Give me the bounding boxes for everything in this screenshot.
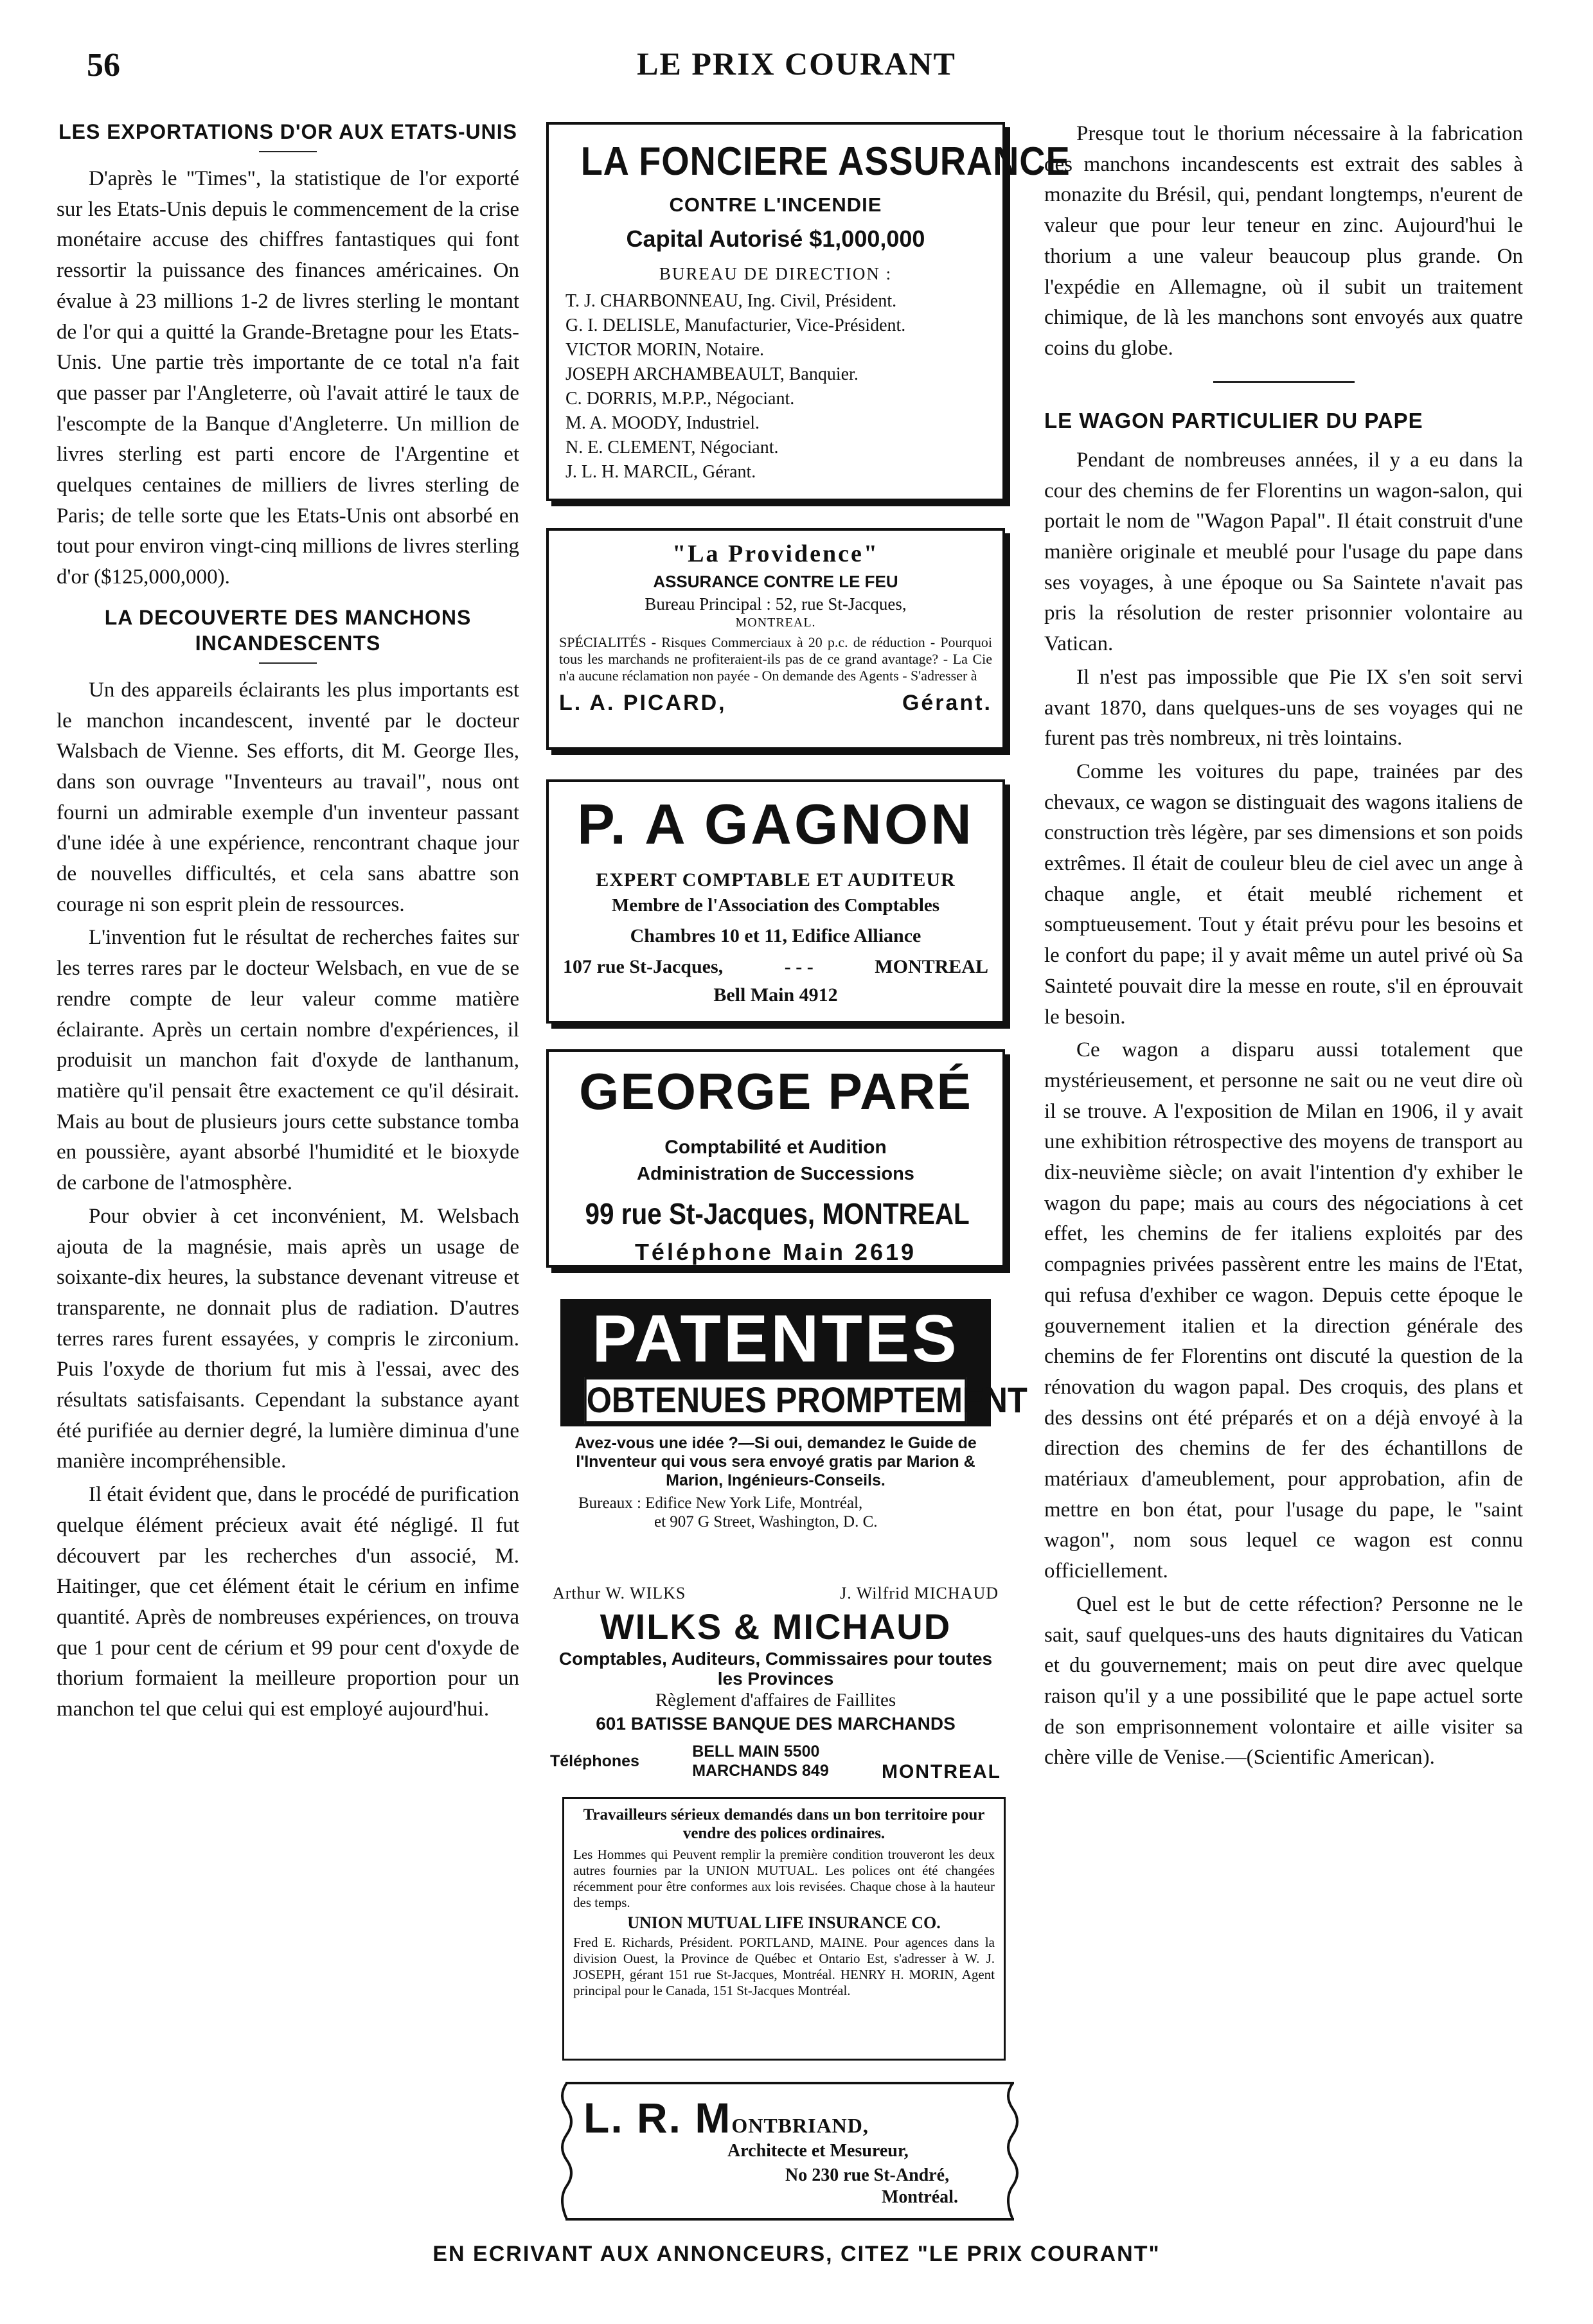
director-item: N. E. CLEMENT, Négociant. [565, 438, 779, 457]
left-column [57, 119, 519, 1728]
ad-montbriand [560, 2077, 1020, 2224]
right-column [1044, 119, 1523, 1776]
ad-subtitle: CONTRE L'INCENDIE [669, 193, 882, 216]
director-item: JOSEPH ARCHAMBEAULT, Banquier. [565, 364, 859, 384]
tel-label: Téléphones [550, 1752, 639, 1770]
article-paragraph: Comme les voitures du pape, trainées par des chevaux, ce wagon se distinguait des wagons italiens de construction très légère, par ses dimensions et son poids extrêmes. Il était de couleur bleu de ciel avec un ange à chaque angle, et était meublé richement et somptueusement. Tout y était prévu pour les besoins et le confort du pape; il y avait même un autel privé où Sa Sainteté pouvait dire la messe en route, s'il en éprouvait le besoin. [1044, 759, 1523, 1029]
director-item: M. A. MOODY, Industriel. [565, 413, 760, 433]
page-number: 56 [87, 47, 120, 84]
ad-surname: ONTBRIAND, [731, 2114, 869, 2137]
ad-city: MONTREAL [875, 956, 988, 977]
ad-line: Comptables, Auditeurs, Commissaires pour toutes les Provinces [558, 1649, 993, 1689]
ad-union-mutual [562, 1797, 1006, 2061]
page-title: LE PRIX COURANT [637, 46, 956, 82]
ad-title: P. A GAGNON [577, 792, 974, 856]
ad-signature [559, 691, 992, 716]
ad-line: Architecte et Mesureur, [727, 2141, 909, 2161]
ad-address-row [559, 956, 992, 978]
tel-numbers [692, 1742, 829, 1780]
ad-fonciere-assurance [546, 122, 1071, 501]
ad-bureaux [546, 1494, 1005, 1531]
ad-title: LA FONCIERE ASSURANCE [580, 139, 1071, 184]
article-paragraph: Il était évident que, dans le procédé de purification quelque élément précieux avait été négligé. Il fut découvert par les recherches d'un associé, M. Haitinger, que cet élément était le cérium en infime quantité. Après de nombreuses expériences, on trouva que 1 pour cent de cérium et 99 pour cent d'oxyde de thorium formaient la meilleure proportion pour un manchon tel que celui qui est employé aujourd'hui. [57, 1483, 519, 1721]
director-item: VICTOR MORIN, Notaire. [565, 340, 765, 360]
article-paragraph: D'après le "Times", la statistique de l'or exporté sur les Etats-Unis depuis le commencement de la crise monétaire accuse des chiffres fantastiques qui font ressortir la puissance des finances américaines. On évalue à 23 millions 1-2 de livres sterling le montant de l'or qui a quitté la Grande-Bretagne pour les Etats-Unis. Une partie très importante de ce total n'a fait que passer par l'Angleterre, où l'avait attiré le taux de l'escompte de la Banque d'Angleterre. Un million de livres sterling est parti encore de l'Argentine et quelques centaines de milliers de livres sterling de Paris; de telle sorte que les Etats-Unis ont absorbé en tout pour environ vingt-cinq millions de livres sterling d'or ($125,000,000). [57, 167, 519, 589]
article-paragraph: Presque tout le thorium nécessaire à la fabrication des manchons incandescents est extrait des sables à monazite du Brésil, qui, pendant longtemps, n'eurent de valeur que pour leur teneur en zinc. Aujourd'hui le thorium a une valeur beaucoup plus grande. On l'expédie en Allemagne, où il subit un traitement chimique, de là les manchons sont envoyés aux quatre coins du globe. [1044, 122, 1523, 360]
ad-line: Administration de Successions [637, 1164, 914, 1184]
article-paragraph: L'invention fut le résultat de recherches faites sur les terres rares par le docteur Welsbach, en vue de se rendre compte de leur valeur comme matière éclairante. Après un certain nombre d'expériences, il produisit un manchon fait d'oxyde de lanthanum, matière qu'il pensait être exactement ce qu'il désirait. Mais au bout de plusieurs jours cette substance tomba en poussière, ayant absorbé l'humidité et le bioxyde de carbone de l'atmosphère. [57, 926, 519, 1195]
partner-1: Arthur W. WILKS [553, 1584, 686, 1602]
article-heading-wagon: LE WAGON PARTICULIER DU PAPE [1044, 408, 1423, 432]
ad-capital: Capital Autorisé $1,000,000 [626, 226, 925, 252]
article-heading-exportations: LES EXPORTATIONS D'OR AUX ETATS-UNIS [58, 120, 517, 143]
heading-rule [259, 151, 317, 152]
director-item: T. J. CHARBONNEAU, Ing. Civil, Président. [565, 291, 897, 311]
ad-title: GEORGE PARÉ [579, 1063, 972, 1120]
director-list [559, 289, 992, 484]
heading-rule [259, 662, 317, 664]
article-paragraph: Ce wagon a disparu aussi totalement que mystérieusement, et personne ne sait ou ne veut dire où il se trouve. A l'exposition de Milan en 1906, il y avait une exhibition rétrospective des moyens de transport au dix-neuvième siècle; on avait l'intention d'y exhiber le wagon du pape; mais au cours des négociations à cet effet, les chemins de fer italiens exploités par des compagnies privées passèrent entre les mains de l'Etat, qui refusa d'exhiber ce wagon. Depuis cette époque le gouvernement italien et la direction générale des chemins de fer Florentins ont discuté la question de la rénovation du wagon papal. Des croquis, des plans et des dessins ont été préparés et on a déjà envoyé à la direction des chemins de fer des échantillons de matériaux d'ameublement, pour approbation, afin de mettre en bon état, pour l'usage du pape, le "saint wagon", nom sous lequel ce wagon est connu officiellement. [1044, 1038, 1523, 1583]
ad-city: MONTREAL. [735, 616, 816, 630]
director-item: J. L. H. MARCIL, Gérant. [565, 462, 756, 482]
ad-line: Règlement d'affaires de Faillites [655, 1690, 896, 1710]
director-item: C. DORRIS, M.P.P., Négociant. [565, 389, 795, 409]
ad-address: 99 rue St-Jacques, MONTREAL [585, 1197, 970, 1230]
section-rule [1213, 381, 1355, 383]
ad-la-providence [546, 528, 1005, 750]
ad-agent: L. A. PICARD, [559, 691, 727, 715]
ad-subtitle: ASSURANCE CONTRE LE FEU [653, 572, 898, 591]
ad-dashes: - - - [784, 956, 814, 977]
ad-line: Chambres 10 et 11, Edifice Alliance [630, 925, 921, 946]
ad-title: "La Providence" [672, 540, 879, 567]
ad-patentes [546, 1299, 1028, 1530]
ad-phone: Bell Main 4912 [713, 984, 838, 1006]
ad-city: MONTREAL [882, 1761, 1001, 1782]
ad-telephones [546, 1739, 1005, 1783]
article-heading-manchons: LA DECOUVERTE DES MANCHONS INCANDESCENTS [104, 605, 472, 655]
page-footer: EN ECRIVANT AUX ANNONCEURS, CITEZ "LE PRIX COURANT" [432, 2242, 1161, 2266]
ad-city: Montréal. [882, 2187, 958, 2207]
ad-company: UNION MUTUAL LIFE INSURANCE CO. [627, 1913, 941, 1932]
tel-2: MARCHANDS 849 [692, 1762, 829, 1780]
article-paragraph: Pendant de nombreuses années, il y a eu dans la cour des chemins de fer Florentins un wagon-salon, qui portait le nom de "Wagon Papal". Il était construit d'une manière originale et meublé pour l'usage du pape dans ses voyages, à une époque ou Sa Saintete n'avait pas pris la résolution de rester prisonnier volontaire au Vatican. [1044, 448, 1523, 656]
partner-2: J. Wilfrid MICHAUD [840, 1584, 999, 1602]
bureau-1: Edifice New York Life, Montréal, [645, 1494, 863, 1512]
ad-gagnon [546, 779, 1005, 1024]
ad-george-pare [546, 1049, 1005, 1268]
ad-title: WILKS & MICHAUD [600, 1606, 952, 1647]
ad-wilks-michaud [546, 1584, 1005, 1789]
article-paragraph: Il n'est pas impossible que Pie IX s'en soit servi avant 1870, dans quelques-uns de ses voyages qui ne furent pas très nombreux, ni très lointains. [1044, 665, 1523, 750]
ad-specialites: SPÉCIALITÉS - Risques Commerciaux à 20 p.c. de réduction - Pourquoi tous les marchands ne profiteraient-ils pas de ce grand avantage? - La Cie n'a aucune réclamation non payée - On demande des Agents - S'adresser à [559, 634, 992, 684]
ad-role: Gérant. [902, 691, 992, 715]
article-paragraph: Pour obvier à cet inconvénient, M. Welsbach ajouta de la magnésie, mais après un usage de soixante-dix heures, la substance devenant vitreuse et transparente, ne donnait plus de radiation. D'autres terres rares furent essayées, y compris le zirconium. Puis l'oxyde de thorium fut mis à l'essai, avec des résultats satisfaisants. Cependant la substance ayant été purifiée au dernier degré, la lumière diminua d'une manière incompréhensible. [57, 1204, 519, 1473]
ad-phone: Téléphone Main 2619 [634, 1239, 917, 1265]
ad-line: EXPERT COMPTABLE ET AUDITEUR [596, 869, 956, 891]
ad-line: Avez-vous une idée ?—Si oui, demandez le Guide de l'Inventeur qui vous sera envoyé gratis par Marion & Marion, Ingénieurs-Conseils. [574, 1433, 977, 1489]
ad-body: Fred E. Richards, Président. PORTLAND, MAINE. Pour agences dans la division Ouest, la Province de Québec et Ontario Est, s'adresser à W. J. JOSEPH, gérant 151 rue St-Jacques, Montréal. HENRY H. MORIN, Agent principal pour le Canada, 151 St-Jacques Montréal. [573, 1935, 995, 1998]
bureaux-label: Bureaux : [578, 1494, 641, 1512]
ad-headline: Travailleurs sérieux demandés dans un bon territoire pour vendre des polices ordinaires. [583, 1806, 985, 1842]
ad-body: Les Hommes qui Peuvent remplir la première condition trouveront les deux autres fournies par la UNION MUTUAL. Les polices ont été changées récemment pour être conformes aux lois revisées. Chaque chose à la hauteur des temps. [573, 1847, 995, 1910]
ad-initials: L. R. M [583, 2094, 732, 2142]
ad-title: PATENTES [563, 1302, 988, 1377]
article-paragraph: Un des appareils éclairants les plus importants est le manchon incandescent, inventé par le docteur Walsbach de Vienne. Ses efforts, dit M. George Iles, dans son ouvrage "Inventeurs au travail", nous ont fourni un admirable exemple d'un inventeur passant d'une idée à une expérience, rencontrant chaque jour de nouvelles difficultés, et cela sans abattre son courage ni son esprit plein de ressources. [57, 678, 519, 916]
director-item: G. I. DELISLE, Manufacturier, Vice-Président. [565, 315, 906, 335]
ad-partners [546, 1584, 1005, 1603]
ad-address: 107 rue St-Jacques, [563, 956, 724, 977]
tel-1: BELL MAIN 5500 [692, 1743, 820, 1761]
ad-address: 601 BATISSE BANQUE DES MARCHANDS [596, 1714, 956, 1734]
ad-address: Bureau Principal : 52, rue St-Jacques, [645, 594, 907, 614]
ad-title [583, 2093, 869, 2142]
article-paragraph: Quel est le but de cette réfection? Personne ne le sait, sauf quelques-uns des hauts dignitaires du Vatican et du gouvernement; mais on peut dire avec quelque raison qu'il y a une possibilité que le pape actuel sorte de son emprisonnement volontaire et aille visiter sa chère ville de Venise.—(Scientific American). [1044, 1592, 1523, 1770]
ad-address: No 230 rue St-André, [785, 2165, 950, 2185]
ad-line: Comptabilité et Audition [664, 1137, 887, 1158]
ad-subtitle: OBTENUES PROMPTEMENT [584, 1377, 967, 1423]
bureau-2: et 907 G Street, Washington, D. C. [654, 1512, 878, 1530]
ad-line: Membre de l'Association des Comptables [611, 895, 940, 916]
ad-bureau-label: BUREAU DE DIRECTION : [659, 264, 893, 283]
patentes-banner [560, 1299, 1028, 1426]
